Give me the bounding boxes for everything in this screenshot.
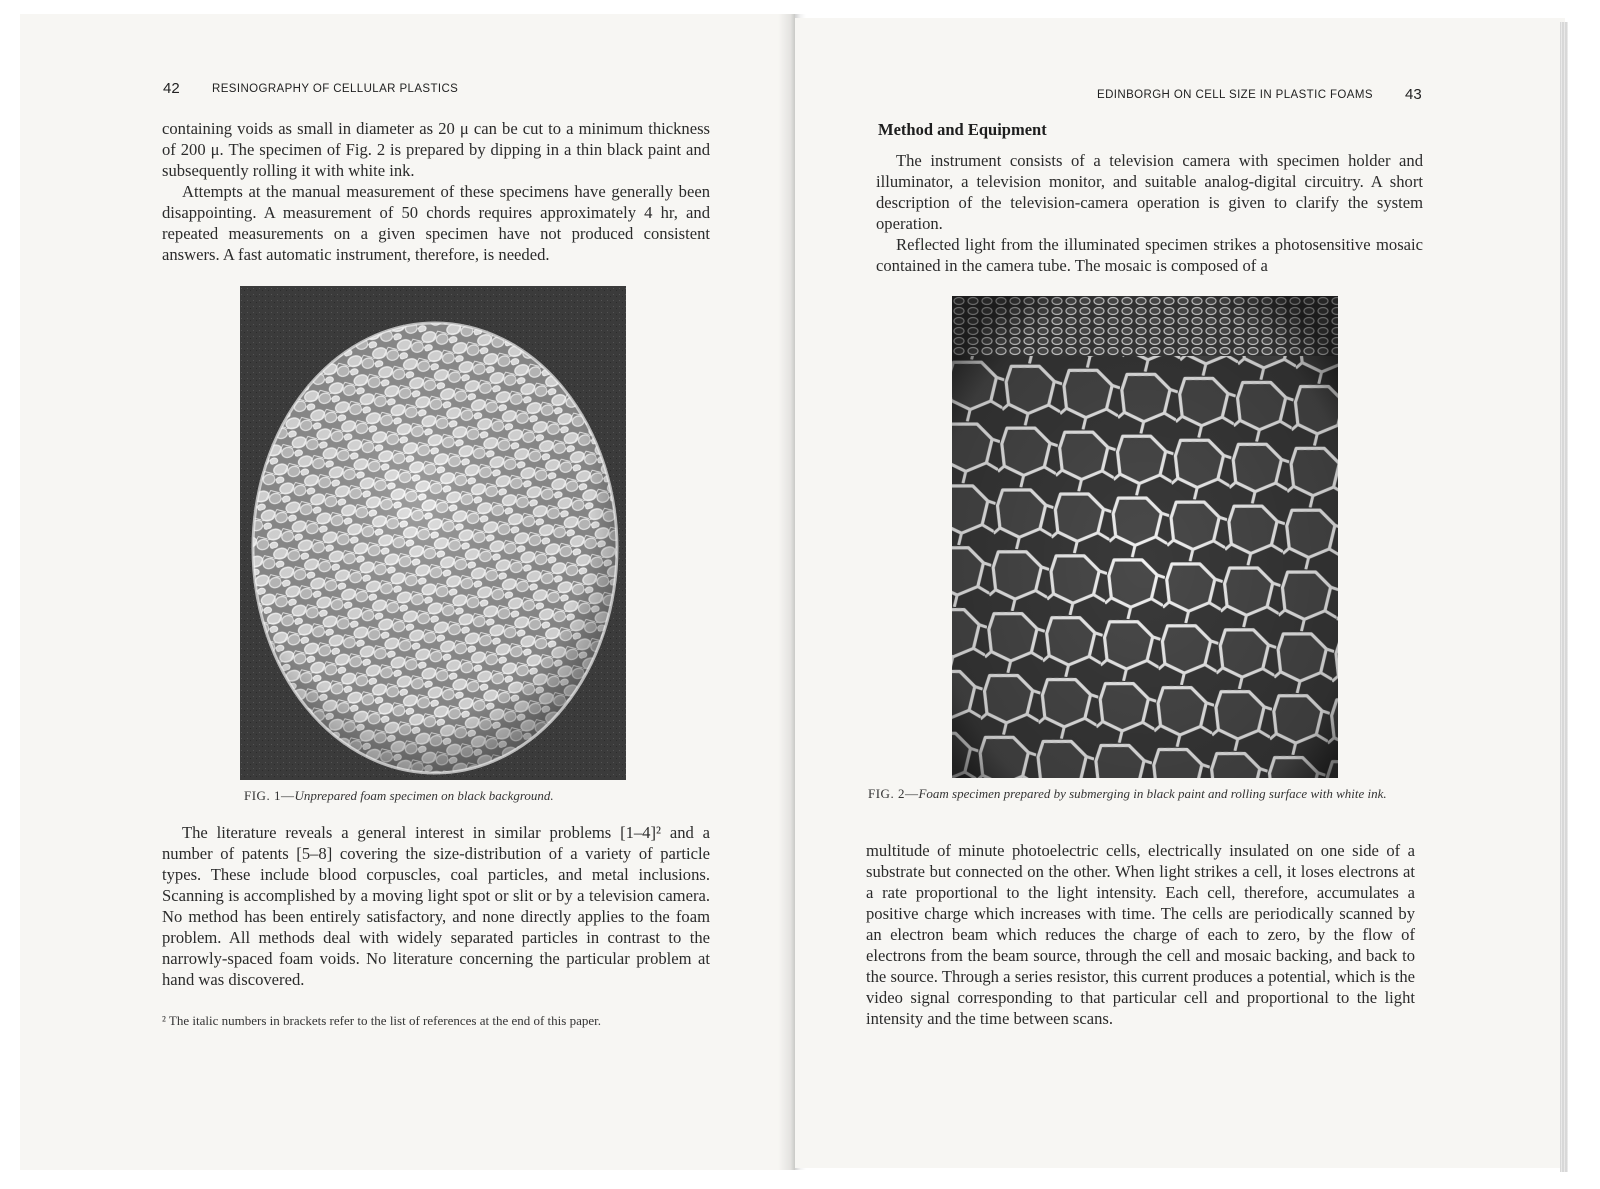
right-page-number: 43 bbox=[1405, 86, 1422, 103]
right-paragraph-2: Reflected light from the illuminated specimen strikes a photosensitive mosaic contained in the camera tube. The mosaic is composed of a bbox=[876, 235, 1423, 275]
left-page-number: 42 bbox=[163, 80, 180, 97]
left-paragraph-2: Attempts at the manual measurement of these specimens have generally been disappointing. A measurement of 50 chords requires approximately 4 hr, and repeated measurements on a given specimen have not produced consistent answers. A fast automatic instrument, therefore, is needed. bbox=[162, 182, 710, 264]
right-paragraph-1: The instrument consists of a television camera with specimen holder and illuminator, a television monitor, and suitable analog-digital circuitry. A short description of the television-camera operation is given to clarify the system operation. bbox=[876, 151, 1423, 233]
figure-2-caption bbox=[868, 786, 1420, 802]
left-paragraph-1: containing voids as small in diameter as 20 μ can be cut to a minimum thickness of 200 μ. The specimen of Fig. 2 is prepared by dipping in a thin black paint and subsequently rolling it with white ink. bbox=[162, 119, 710, 180]
foam-inked-image bbox=[952, 296, 1338, 778]
left-running-head: RESINOGRAPHY OF CELLULAR PLASTICS bbox=[212, 83, 459, 95]
right-bottom-text bbox=[866, 840, 1415, 1029]
footnote: ² The italic numbers in brackets refer to the list of references at the end of this paper. bbox=[162, 1013, 601, 1028]
figure-1-label: FIG. 1— bbox=[244, 788, 295, 803]
figure-1-caption-text: Unprepared foam specimen on black background. bbox=[294, 788, 554, 803]
figure-1-caption bbox=[244, 788, 634, 804]
right-paragraph-3: multitude of minute photoelectric cells, electrically insulated on one side of a substrate but connected on the other. When light strikes a cell, it loses electrons at a rate proportional to the light intensity. Each cell, therefore, accumulates a positive charge which increases with time. The cells are periodically scanned by an electron beam which reduces the charge of each to zero, by the flow of electrons from the beam source, through the cell and mosaic backing, and back to the source. Through a series resistor, this current produces a potential, which is the video signal corresponding to that particular cell and proportional to the light intensity and the time between scans. bbox=[866, 841, 1415, 1028]
foam-specimen-image bbox=[240, 286, 626, 780]
page-edges bbox=[1560, 22, 1568, 1172]
right-top-text bbox=[876, 150, 1423, 276]
section-heading: Method and Equipment bbox=[878, 120, 1047, 139]
right-running-head: EDINBORGH ON CELL SIZE IN PLASTIC FOAMS bbox=[1097, 89, 1373, 101]
left-paragraph-3: The literature reveals a general interest in similar problems [1–4]² and a number of patents [5–8] covering the size-distribution of a variety of particle types. These include blood corpuscles, coal particles, and metal inclusions. Scanning is accomplished by a moving light spot or slit or by a television camera. No method has been entirely satisfactory, and none directly applies to the foam problem. All methods deal with widely separated particles in contrast to the narrowly-spaced foam voids. No literature concerning the particular problem at hand was discovered. bbox=[162, 823, 710, 989]
left-top-text bbox=[162, 118, 710, 265]
left-bottom-text bbox=[162, 822, 710, 990]
figure-2-label: FIG. 2— bbox=[868, 786, 919, 801]
figure-2-photo bbox=[952, 296, 1338, 778]
figure-2-caption-text: Foam specimen prepared by submerging in black paint and rolling surface with white ink. bbox=[918, 786, 1387, 801]
figure-1-photo bbox=[240, 286, 626, 780]
